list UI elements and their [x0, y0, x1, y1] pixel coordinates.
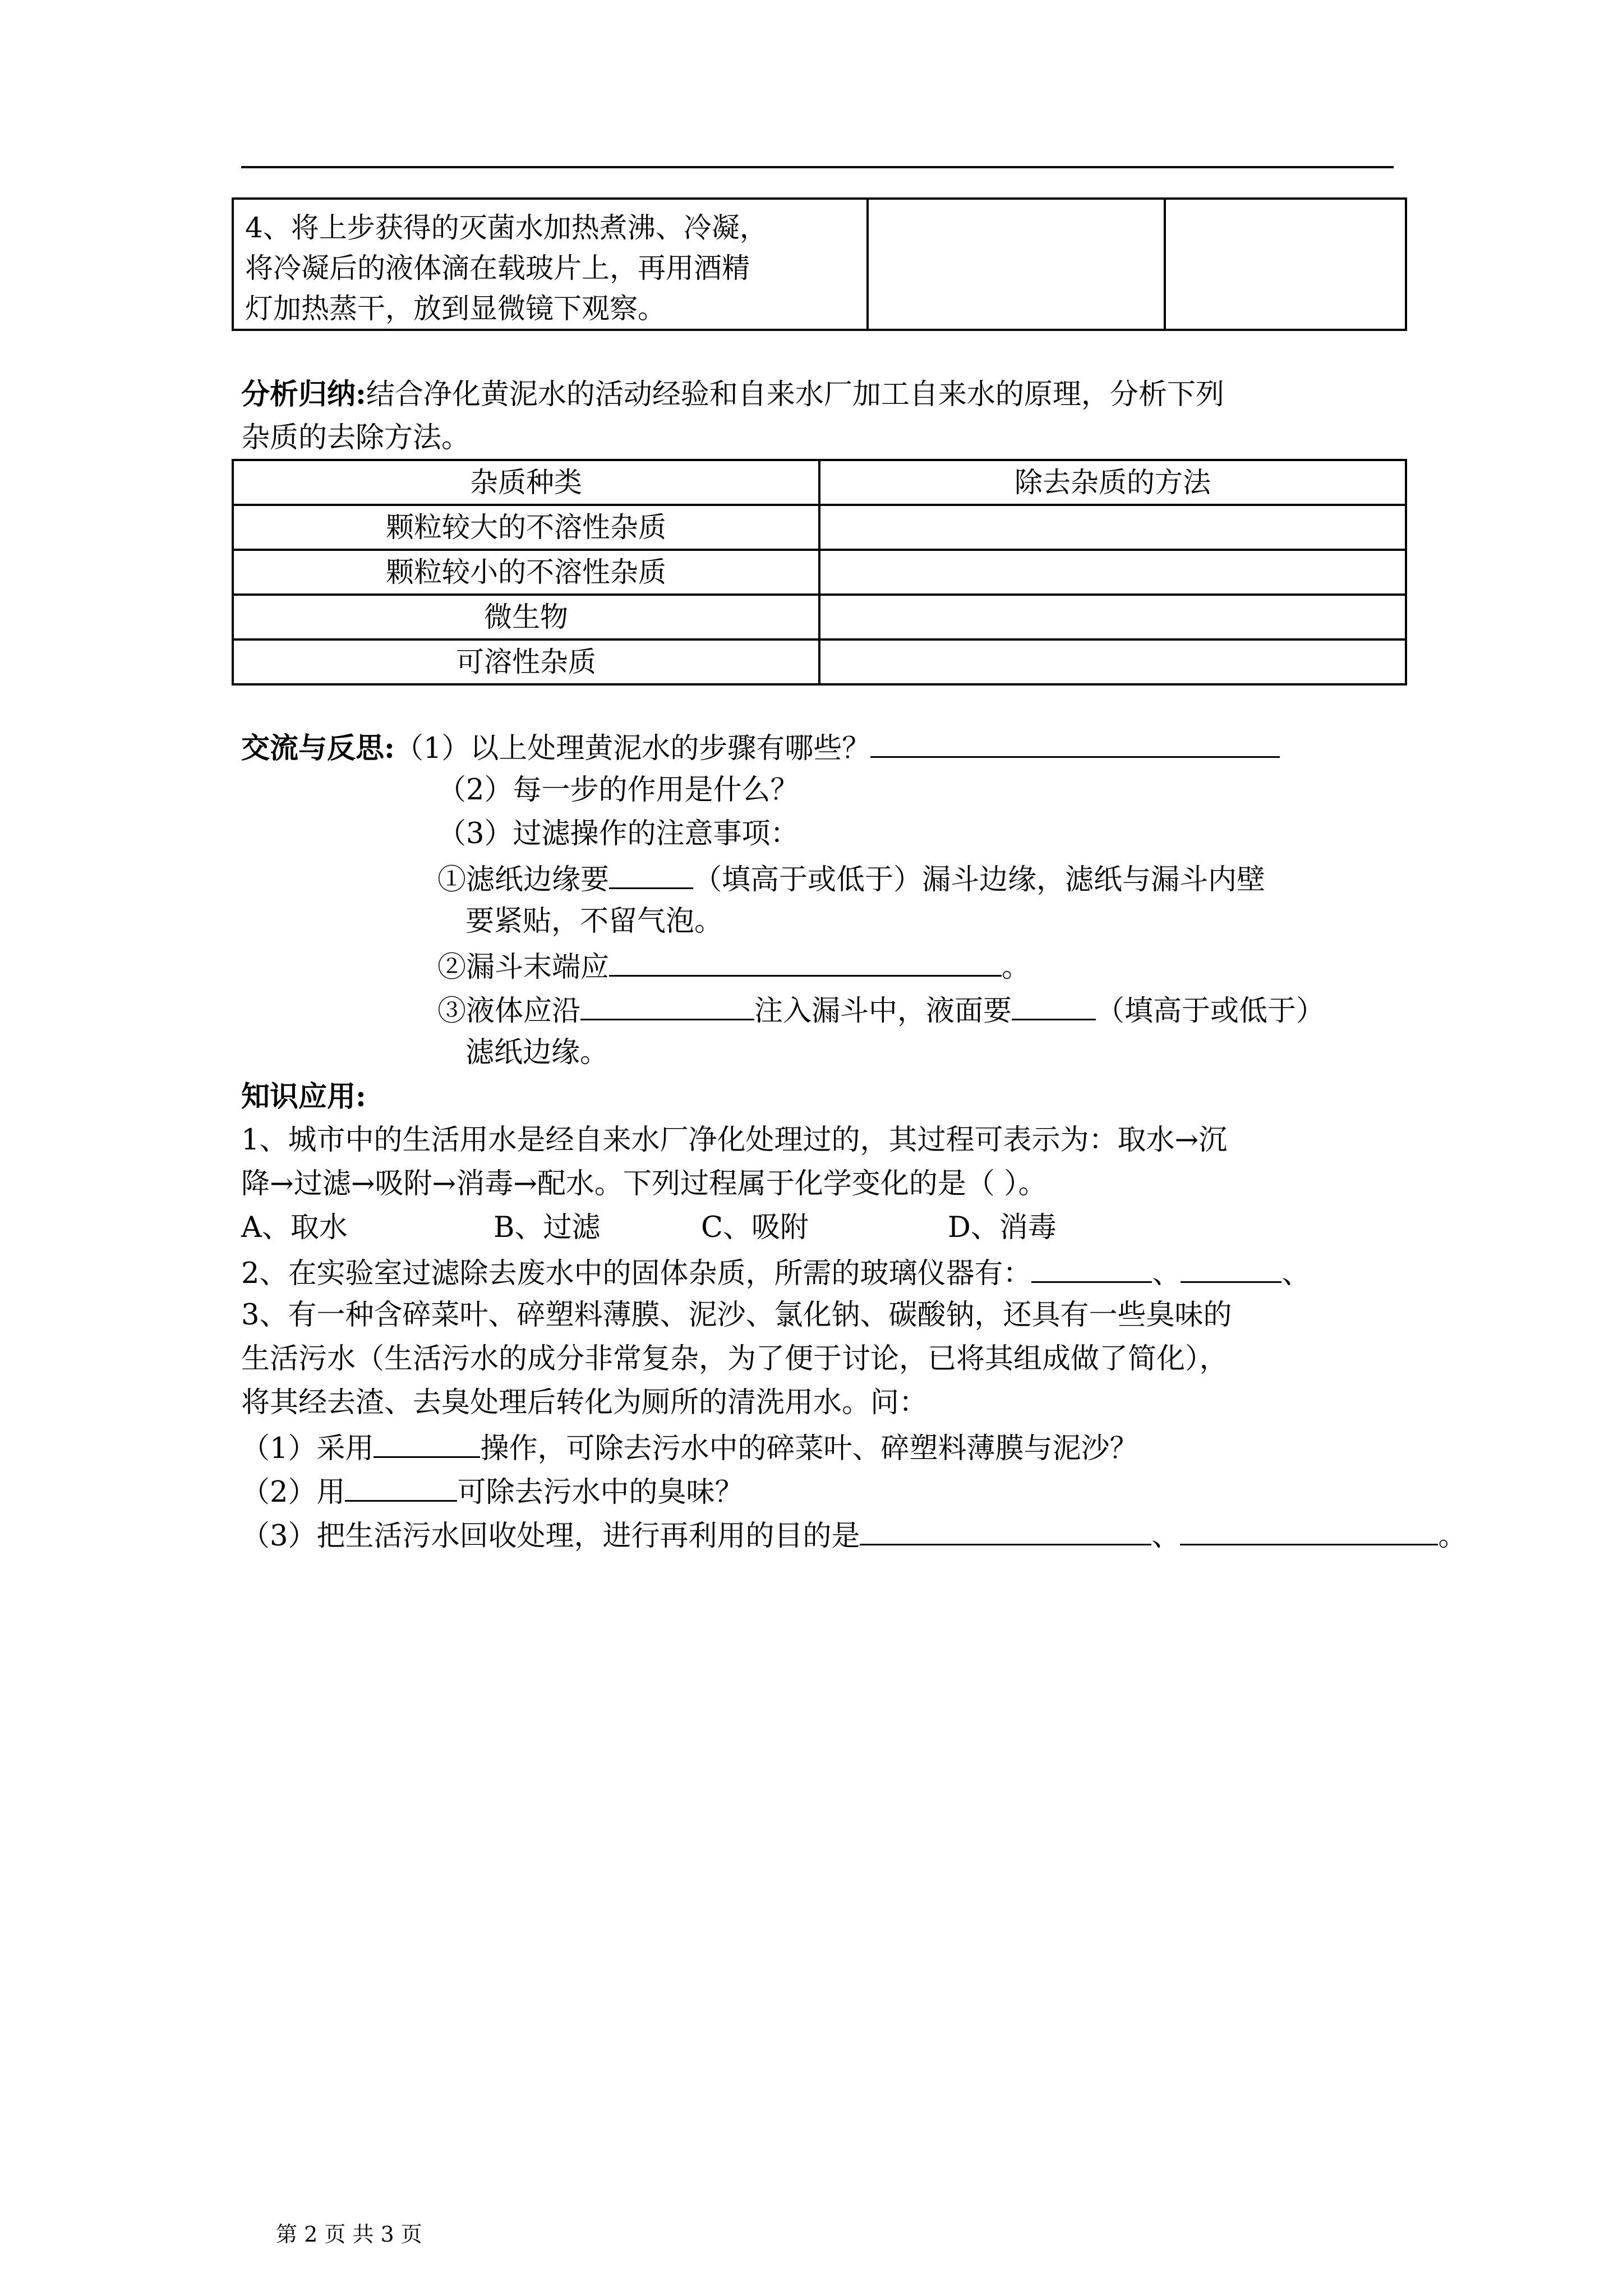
app-q3-3-prefix: （3）把生活污水回收处理，进行再利用的目的是 [241, 1520, 860, 1553]
app-q3-line2: 生活污水（生活污水的成分非常复杂，为了便于讨论，已将其组成做了简化）， [241, 1342, 1228, 1375]
note2-suffix: 。 [1002, 951, 1031, 984]
note3-suffix: （填高于或低于） [1096, 995, 1325, 1028]
reflection-q1: （1）以上处理黄泥水的步骤有哪些？ [394, 732, 871, 765]
answer-blank-deodorize[interactable] [345, 1469, 457, 1502]
page-number: 第 2 页 共 3 页 [276, 2222, 422, 2247]
analysis-heading: 分析归纳: [241, 378, 366, 411]
option-b[interactable]: B、过滤 [494, 1211, 601, 1244]
app-q3-2-suffix: 可除去污水中的臭味？ [457, 1476, 744, 1509]
answer-blank-pour-along[interactable] [580, 987, 754, 1020]
option-c[interactable]: C、吸附 [701, 1211, 809, 1244]
app-q3-2-line [241, 1469, 743, 1515]
analysis-line1 [241, 372, 1224, 417]
app-q3-3-line [241, 1512, 1467, 1558]
app-q3-line3: 将其经去渣、去臭处理后转化为厕所的清洗用水。问： [241, 1386, 928, 1419]
header-removal-method: 除去杂质的方法 [819, 460, 1406, 505]
impurity-type-cell: 颗粒较小的不溶性杂质 [233, 550, 819, 595]
app-q3-2-prefix: （2）用 [241, 1476, 345, 1509]
answer-blank-filter-edge[interactable] [609, 856, 693, 889]
step4-conclusion-cell[interactable] [1165, 199, 1406, 330]
answer-blank-funnel-end[interactable] [609, 944, 1002, 977]
removal-method-cell[interactable] [819, 550, 1406, 595]
app-q3-1-suffix: 操作，可除去污水中的碎菜叶、碎塑料薄膜与泥沙？ [480, 1432, 1138, 1465]
app-q1-line1: 1、城市中的生活用水是经自来水厂净化处理过的，其过程可表示为：取水→沉 [241, 1124, 1228, 1157]
app-q2-sep1: 、 [1152, 1257, 1181, 1290]
step4-observation-cell[interactable] [868, 199, 1165, 330]
answer-blank-operation[interactable] [374, 1425, 480, 1458]
removal-method-cell[interactable] [819, 639, 1406, 684]
note3-continuation: 滤纸边缘。 [465, 1036, 609, 1069]
analysis-line2: 杂质的去除方法。 [241, 421, 471, 454]
app-q3-1-prefix: （1）采用 [241, 1432, 374, 1465]
note1-continuation: 要紧贴，不留气泡。 [465, 905, 723, 938]
app-q3-3-sep: 、 [1151, 1520, 1181, 1553]
reflection-heading: 交流与反思: [241, 731, 395, 765]
answer-blank-liquid-level[interactable] [1012, 987, 1096, 1020]
reflection-q1-line [241, 725, 1280, 771]
app-q1-line2: 降→过滤→吸附→消毒→配水。下列过程属于化学变化的是（ ）。 [241, 1167, 1047, 1200]
answer-blank-instrument1[interactable] [1031, 1250, 1152, 1283]
app-q2-sep2: 、 [1281, 1257, 1311, 1290]
note1-line [437, 856, 1265, 902]
note3-prefix: ③液体应沿 [437, 995, 581, 1028]
note3-middle: 注入漏斗中，液面要 [754, 995, 1012, 1028]
experiment-step-table [232, 197, 1407, 331]
impurity-table [232, 459, 1407, 685]
removal-method-cell[interactable] [819, 595, 1406, 639]
app-q3-1-line [241, 1425, 1138, 1471]
app-q3-3-end: 。 [1438, 1520, 1467, 1553]
option-d[interactable]: D、消毒 [948, 1211, 1057, 1244]
impurity-type-cell: 可溶性杂质 [233, 639, 819, 684]
app-q3-line1: 3、有一种含碎菜叶、碎塑料薄膜、泥沙、氯化钠、碳酸钠，还具有一些臭味的 [241, 1299, 1232, 1332]
note1-prefix: ①滤纸边缘要 [437, 863, 610, 896]
note2-prefix: ②漏斗末端应 [437, 951, 610, 984]
impurity-type-cell: 微生物 [233, 595, 819, 639]
step4-line3: 灯加热蒸干，放到显微镜下观察。 [245, 292, 666, 325]
analysis-text1: 结合净化黄泥水的活动经验和自来水厂加工自来水的原理，分析下列 [366, 378, 1224, 411]
answer-blank-steps[interactable] [870, 725, 1280, 758]
application-heading: 知识应用: [241, 1080, 366, 1114]
removal-method-cell[interactable] [819, 505, 1406, 550]
answer-blank-purpose2[interactable] [1180, 1512, 1438, 1545]
table-row [233, 550, 1406, 595]
table-row [233, 639, 1406, 684]
step4-line2: 将冷凝后的液体滴在载玻片上，再用酒精 [245, 252, 750, 284]
table-row [233, 199, 1406, 330]
table-row [233, 595, 1406, 639]
impurity-type-cell: 颗粒较大的不溶性杂质 [233, 505, 819, 550]
header-rule [241, 166, 1394, 168]
note1-suffix: （填高于或低于）漏斗边缘，滤纸与漏斗内壁 [693, 863, 1266, 896]
step4-line1: 4、将上步获得的灭菌水加热煮沸、冷凝， [245, 211, 768, 244]
header-impurity-type: 杂质种类 [233, 460, 819, 505]
note2-line [437, 944, 1030, 990]
table-row [233, 505, 1406, 550]
app-q2-text: 2、在实验室过滤除去废水中的固体杂质，所需的玻璃仪器有： [241, 1257, 1032, 1290]
answer-blank-instrument2[interactable] [1181, 1250, 1281, 1283]
app-q2-line [241, 1250, 1310, 1296]
note3-line [437, 987, 1325, 1033]
reflection-q3: （3）过滤操作的注意事项： [437, 817, 799, 850]
table-header-row [233, 460, 1406, 505]
option-a[interactable]: A、取水 [241, 1211, 348, 1244]
step4-cell [233, 199, 868, 330]
answer-blank-purpose1[interactable] [860, 1512, 1151, 1545]
reflection-q2: （2）每一步的作用是什么？ [437, 774, 799, 807]
